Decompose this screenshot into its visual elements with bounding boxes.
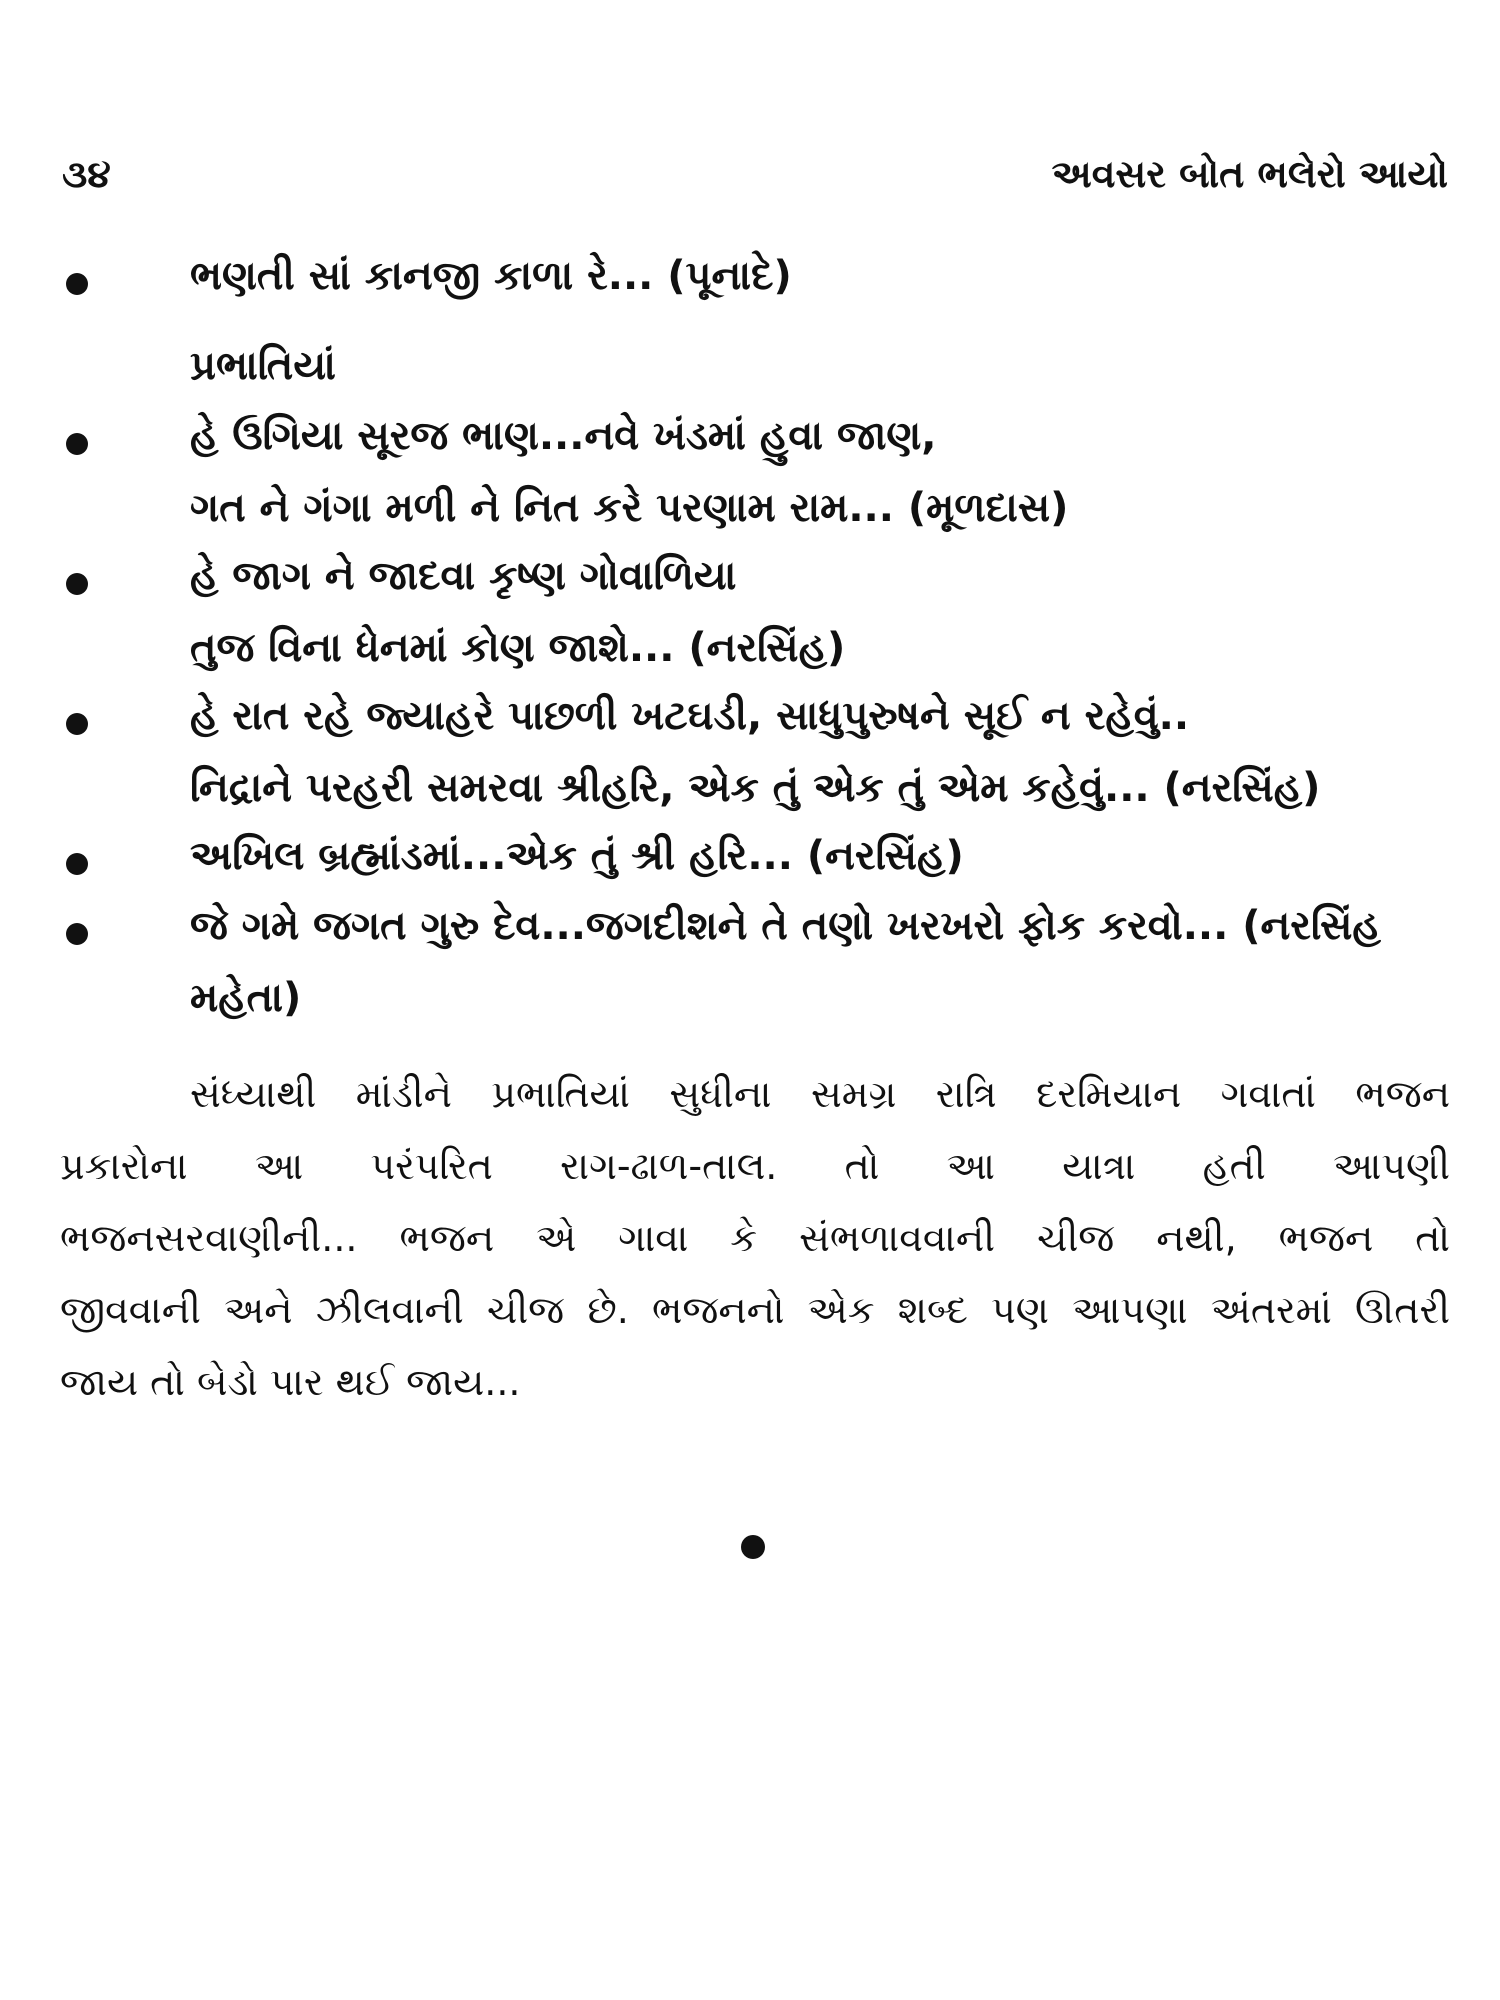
bullet-icon <box>66 433 88 455</box>
bhajan-line: હે રાત રહે જ્યાહરે પાછળી ખટઘડી, સાધુપુરુષને સૂઈ ન રહેવું.. <box>190 693 1190 739</box>
bhajan-line: હે જાગ ને જાદવા કૃષ્ણ ગોવાળિયા <box>190 553 737 599</box>
section-end-dot-icon <box>741 1535 765 1559</box>
bhajan-line: ગત ને ગંગા મળી ને નિત કરે પરણામ રામ... (મૂળદાસ) <box>190 485 1069 531</box>
bullet-icon <box>66 923 88 945</box>
bullet-icon <box>66 273 88 295</box>
bhajan-line: નિદ્રાને પરહરી સમરવા શ્રીહરિ, એક તું એક તું એમ કહેવું... (નરસિંહ) <box>190 765 1321 811</box>
paragraph-line: સંધ્યાથી માંડીને પ્રભાતિયાં સુધીના સમગ્ર રાત્રિ દરમિયાન ગવાતાં ભજન <box>190 1072 1450 1116</box>
bullet-icon <box>66 853 88 875</box>
bhajan-line: મહેતા) <box>190 975 302 1021</box>
paragraph-line: પ્રકારોના આ પરંપરિત રાગ-ઢાળ-તાલ. તો આ યાત્રા હતી આપણી <box>60 1144 1450 1188</box>
running-header-title: અવસર બોત ભલેરો આયો <box>1051 152 1448 196</box>
section-heading: પ્રભાતિયાં <box>190 343 336 389</box>
bhajan-line: હે ઉગિયા સૂરજ ભાણ...નવે ખંડમાં હુવા જાણ, <box>190 413 937 459</box>
bhajan-line: અખિલ બ્રહ્માંડમાં...એક તું શ્રી હરિ... (નરસિંહ) <box>190 833 964 879</box>
bullet-icon <box>66 573 88 595</box>
bhajan-line: જે ગમે જગત ગુરુ દેવ...જગદીશને તે તણો ખરખરો ફોક કરવો... (નરસિંહ <box>190 903 1381 949</box>
bhajan-line: તુજ વિના ધેનમાં કોણ જાશે... (નરસિંહ) <box>190 625 846 671</box>
paragraph-line: જીવવાની અને ઝીલવાની ચીજ છે. ભજનનો એક શબ્દ પણ આપણા અંતરમાં ઊતરી <box>60 1288 1450 1332</box>
bullet-icon <box>66 713 88 735</box>
page-number: ૩૪ <box>62 152 111 196</box>
paragraph-line: ભજનસરવાણીની... ભજન એ ગાવા કે સંભળાવવાની ચીજ નથી, ભજન તો <box>60 1216 1450 1260</box>
paragraph-line: જાય તો બેડો પાર થઈ જાય... <box>60 1360 521 1404</box>
bhajan-line: ભણતી સાં કાનજી કાળા રે... (પૂનાદે) <box>190 253 792 299</box>
